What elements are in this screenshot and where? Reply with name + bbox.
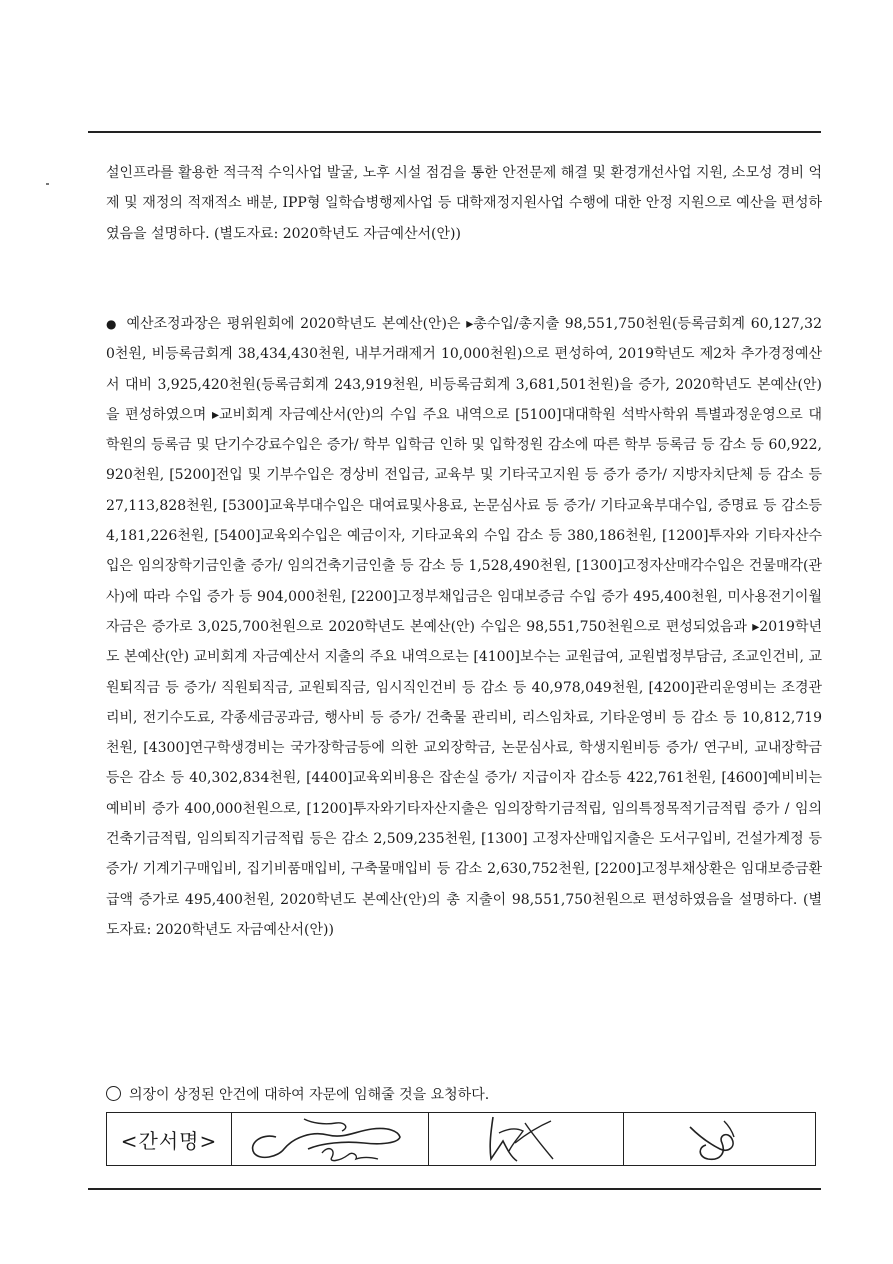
closing-statement <box>106 1080 489 1110</box>
signature-1-mark <box>232 1113 428 1165</box>
scan-speck <box>46 183 49 185</box>
paragraph-continued: 설인프라를 활용한 적극적 수익사업 발굴, 노후 시설 점검을 통한 안전문제 해결 및 환경개선사업 지원, 소모성 경비 억제 및 재정의 적재적소 배분, IPP형 일학습병행제사업 등 대학재정지원사업 수행에 대한 안정 지원으로 예산을 편성하였음을 설명하다. (별도자료: 2020학년도 자금예산서(안)) <box>106 165 822 242</box>
paragraph-budget-text: 예산조정과장은 평위원회에 2020학년도 본예산(안)은 ▸총수입/총지출 98,551,750천원(등록금회계 60,127,320천원, 비등록금회계 38,434,430천원, 내부거래제거 10,000천원)으로 편성하여, 2019학년도 제2차 추가경정예산서 대비 3,925,420천원(등록금회계 243,919천원, 비등록금회계 3,681,501천원)을 증가, 2020학년도 본예산(안)을 편성하였으며 ▸교비회계 자금예산서(안)의 수입 주요 내역으로 [5100]대대학원 석박사학위 특별과정운영으로 대학원의 등록금 및 단기수강료수입은 증가/ 학부 입학금 인하 및 입학정원 감소에 따른 학부 등록금 등 감소 등 60,922,920천원, [5200]전입 및 기부수입은 경상비 전입금, 교육부 및 기타국고지원 등 증가 증가/ 지방자치단체 등 감소 등 27,113,828천원, [5300]교육부대수입은 대여료및사용료, 논문심사료 등 증가/ 기타교육부대수입, 증명료 등 감소등 4,181,226천원, [5400]교육외수입은 예금이자, 기타교육외 수입 감소 등 380,186천원, [1200]투자와 기타자산수입은 임의장학기금인출 증가/ 임의건축기금인출 등 감소 등 1,528,490천원, [1300]고정자산매각수입은 건물매각(관사)에 따라 수입 증가 등 904,000천원, [2200]고정부채입금은 임대보증금 수입 증가 495,400천원, 미사용전기이월자금은 증가로 3,025,700천원으로 2020학년도 본예산(안) 수입은 98,551,750천원으로 편성되었음과 ▸2019학년도 본예산(안) 교비회계 자금예산서 지출의 주요 내역으로는 [4100]보수는 교원급여, 교원법정부담금, 조교인건비, 교원퇴직금 등 증가/ 직원퇴직금, 교원퇴직금, 임시직인건비 등 감소 등 40,978,049천원, [4200]관리운영비는 조경관리비, 전기수도료, 각종세금공과금, 행사비 등 증가/ 건축물 관리비, 리스임차료, 기타운영비 등 감소 등 10,812,719천원, [4300]연구학생경비는 국가장학금등에 의한 교외장학금, 논문심사료, 학생지원비등 증가/ 연구비, 교내장학금 등은 감소 등 40,302,834천원, [4400]교육외비용은 잡손실 증가/ 지급이자 감소등 422,761천원, [4600]예비비는 예비비 증가 400,000천원으로, [1200]투자와기타자산지출은 임의장학기금적립, 임의특정목적기금적립 증가 / 임의건축기금적립, 임의퇴직기금적립 등은 감소 2,509,235천원, [1300] 고정자산매입지출은 도서구입비, 건설가계정 등 증가/ 기계기구매입비, 집기비품매입비, 구축물매입비 등 감소 2,630,752천원, [2200]고정부채상환은 임대보증금환급액 증가로 495,400천원, 2020학년도 본예산(안)의 총 지출이 98,551,750천원으로 편성하였음을 설명하다. (별도자료: 2020학년도 자금예산서(안)) <box>106 316 822 938</box>
signature-2-mark <box>429 1113 623 1165</box>
signature-table <box>106 1112 816 1166</box>
bullet-icon: ● <box>106 317 117 331</box>
closing-text: 의장이 상정된 안건에 대하여 자문에 임해줄 것을 요청하다. <box>129 1087 490 1103</box>
bottom-rule <box>88 1188 821 1190</box>
circle-bullet-icon <box>106 1086 121 1101</box>
paragraph-budget <box>106 309 822 945</box>
signature-1 <box>231 1113 428 1165</box>
signature-2 <box>428 1113 623 1165</box>
signature-3-mark <box>624 1113 818 1165</box>
top-rule <box>88 131 821 133</box>
signature-label: <간서명> <box>120 1128 218 1153</box>
signature-3 <box>623 1113 815 1165</box>
